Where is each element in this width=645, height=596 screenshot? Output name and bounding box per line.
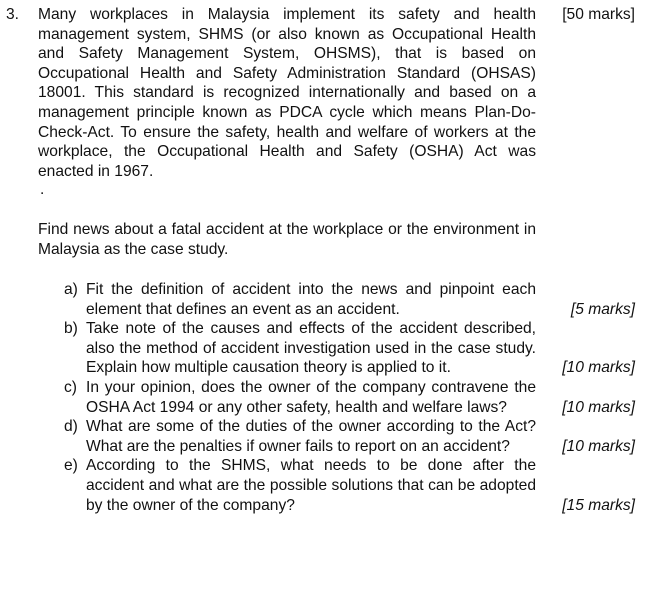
sub-question-c: [64, 378, 635, 417]
sub-question-list: [64, 280, 635, 515]
question-task: Find news about a fatal accident at the workplace or the environment in Malaysia as the case study.: [38, 221, 536, 258]
stray-dot: .: [40, 181, 45, 198]
sub-question-marks: [10 marks]: [562, 437, 635, 455]
sub-question-marks: [5 marks]: [570, 300, 635, 318]
sub-question-text: In your opinion, does the owner of the company contravene the OSHA Act 1994 or any other safety, health and welfare laws?: [86, 378, 536, 416]
sub-question-letter: e): [64, 457, 78, 475]
sub-question-text: What are some of the duties of the owner according to the Act? What are the penalties if owner fails to report on an accident?: [86, 418, 536, 455]
sub-question-text: According to the SHMS, what needs to be done after the accident and what are the possible solutions that can be adopted by the owner of the company?: [86, 457, 536, 514]
sub-question-marks: [15 marks]: [562, 496, 635, 514]
sub-question-marks: [10 marks]: [562, 398, 635, 416]
sub-question-a: [64, 280, 635, 319]
question-number: 3.: [6, 6, 20, 23]
sub-question-e: [64, 456, 635, 515]
sub-question-text: Take note of the causes and effects of the accident described, also the method of accident investigation used in the case study. Explain how multiple causation theory is applied to it.: [86, 320, 536, 377]
sub-question-text: Fit the definition of accident into the news and pinpoint each element that defines an event as an accident.: [86, 281, 536, 318]
sub-question-letter: d): [64, 418, 78, 436]
sub-question-letter: b): [64, 320, 78, 338]
question-intro: Many workplaces in Malaysia implement its safety and health management system, SHMS (or also known as Occupational Health and Safety Management System, OHSMS), that is based on Occupational Health and Safety Administration Standard (OHSAS) 18001. This standard is recognized internationally and based on a management principle known as PDCA cycle which means Plan-Do-Check-Act. To ensure the safety, health and welfare of workers at the workplace, the Occupational Health and Safety (OSHA) Act was enacted in 1967.: [38, 6, 536, 180]
sub-question-marks: [10 marks]: [562, 359, 635, 377]
sub-question-letter: a): [64, 281, 78, 298]
sub-question-b: [64, 319, 635, 378]
total-marks: [50 marks]: [562, 6, 635, 23]
sub-question-letter: c): [64, 378, 77, 396]
sub-question-d: [64, 417, 635, 456]
